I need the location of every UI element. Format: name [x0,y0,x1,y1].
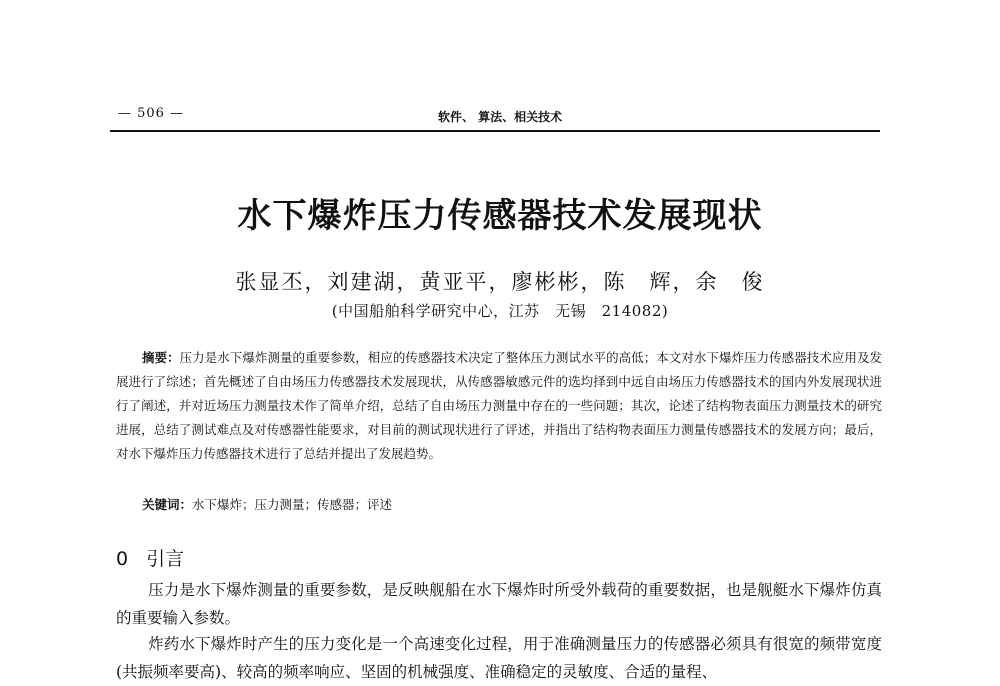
page-number: — 506 — [118,106,185,121]
running-section-title: 软件、 算法、相关技术 [438,110,563,124]
section-number: 0 [116,548,129,570]
abstract [116,346,882,466]
keywords-text: 水下爆炸；压力测量；传感器；评述 [192,497,393,512]
body-paragraph: 压力是水下爆炸测量的重要参数，是反映舰船在水下爆炸时所受外载荷的重要数据，也是舰艇水下爆炸仿真的重要输入参数。 [116,581,882,627]
paper-title: 水下爆炸压力传感器技术发展现状 [237,196,763,236]
keywords [142,495,882,515]
section-heading [116,544,184,571]
author-list: 张显丕，刘建湖，黄亚平，廖彬彬，陈 辉，余 俊 [235,270,765,294]
body-paragraph: 炸药水下爆炸时产生的压力变化是一个高速变化过程，用于准确测量压力的传感器必须具有很宽的频带宽度(共振频率要高)、较高的频率响应、坚固的机械强度、准确稳定的灵敏度、合适的量程、 [116,635,882,681]
keywords-label: 关键词： [142,497,193,512]
affiliation: (中国船舶科学研究中心，江苏 无锡 214082) [331,302,669,320]
header-divider [110,130,880,132]
abstract-text: 压力是水下爆炸测量的重要参数，相应的传感器技术决定了整体压力测试水平的高低；本文对水下爆炸压力传感器技术应用及发展进行了综述；首先概述了自由场压力传感器技术发展现状，从传感器敏感元件的选均择到中远自由场压力传感器技术的国内外发展现状进行了阐述，并对近场压力测量技术作了简单介绍，总结了自由场压力测量中存在的一些问题；其次，论述了结构物表面压力测量技术的研究进展，总结了测试难点及对传感器性能要求，对目前的测试现状进行了评述，并指出了结构物表面压力测量传感器技术的发展方向；最后，对水下爆炸压力传感器技术进行了总结并提出了发展趋势。 [116,350,882,461]
section-title: 引言 [146,548,185,570]
abstract-label: 摘要： [142,350,180,365]
running-header [118,100,878,126]
